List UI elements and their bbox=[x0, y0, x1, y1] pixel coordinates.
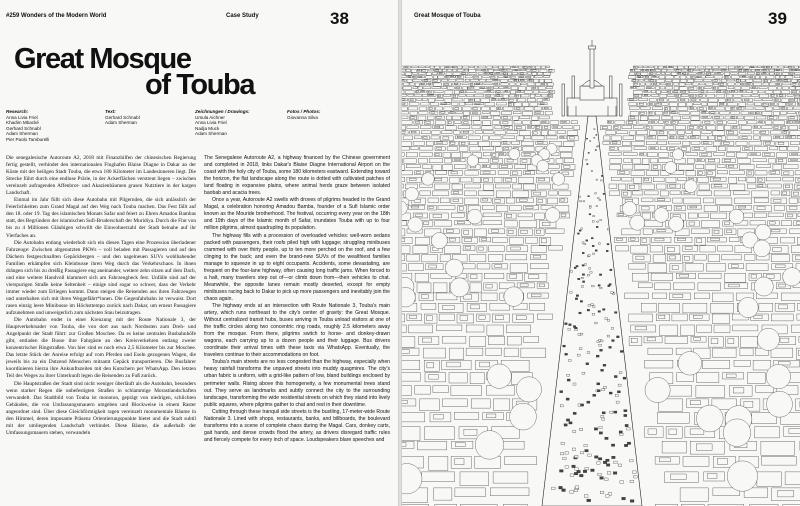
title-line-2: of Touba bbox=[145, 69, 255, 101]
credits-drawings bbox=[195, 109, 250, 137]
left-page bbox=[0, 0, 398, 506]
german-paragraph: Die senegalesische Autoroute A2, 2018 mit Finanzhilfen der chinesischen Regierung fertig gestellt, verbindet den internationalen Flughafen Blaise Diagne in Dakar an der Küste mit der heiligen Stadt Touba, die etwa 180 Kilometer im Landesinneren liegt. Die Strecke führt durch eine endlose Prärie, in der Ackerflächen verstreut liegen – zwischen vereinzelt aufragenden Affenbrot- und Akazienbäumen grasen Nutztiere in der kargen Landschaft. bbox=[6, 155, 196, 197]
english-paragraph: Once a year, Autoroute A2 swells with droves of pilgrims headed to the Grand Magal, a celebration honoring Amadou Bamba, founder of a Sufi Islamic order known as the Mouride brotherhood. The festival, occurring every year on the 18th and 19th days of the Islamic month of Safar, inundates Touba with up to four million pilgrims, almost quadrupling its population. bbox=[204, 197, 390, 232]
german-paragraph: Einmal im Jahr füllt sich diese Autobahn mit Pilgernden, die sich anlässlich der Feierlichkeiten zum Grand Magal auf den Weg nach Touba machen. Das Fest fällt auf den 18. oder 19. Tag des islamischen Monats Safar und feiert zu Ehren Amadou Bambas statt, des Begründers der islamischen Sufi-Bruderschaft der Muridiya. Durch die Flut von bis zu 4 Millionen Gläubigen schwillt die Einwohnerzahl der Stadt beinahe auf ihr Vierfaches an. bbox=[6, 197, 196, 239]
credit-name: Ursula Aichner bbox=[195, 114, 225, 120]
credit-role: Fotos / Photos: bbox=[287, 109, 321, 114]
credits-photos bbox=[287, 109, 320, 120]
english-paragraph: The highway fills with a procession of overloaded vehicles: well-worn sedans packed with passengers, their roofs piled high with luggage; struggling minibuses crammed with over thirty people, up to ten more perched on the roof, and a few clinging to the back; and even the brand-new SUVs of the wealthiest families manage to squeeze in up to eight occupants. Accidents, some devastating, are frequent on the four-lane highway, often causing long traffic jams. When forced to a halt, many travelers step out of—or climb down from—their vehicles to chat. Meanwhile, the opposite lanes remain mostly deserted, except for empty minibuses racing back to Dakar to pick up more passengers and inevitably join the chaos again. bbox=[204, 232, 390, 302]
city-aerial-illustration bbox=[402, 26, 800, 506]
credit-name: Adam Sherman bbox=[105, 120, 137, 126]
german-paragraph: Die Hauptstraßen der Stadt sind nicht weniger überläuft als die Autobahn, besonders wenn starker Regen die unbefestigten Straßen in schlammige Morastlandschaften verwandelt. Das Stadtbild von Touba ist monoton, geprägt von niedrigen, schlichten Gebäuden, die von Umfassungsmauern umgeben und Blockweise in einem Raster angeordnet sind. Über diese Gleichförmigkeit ragen vereinzelt monumentale Bäume in den Himmel, deren imposante Präsenz Orientierungspunkte bietet und die Stadt subtil mit der umliegenden Landschaft verbindet. Diese Bäume, die außerhalb der Umfassungsmauern stehen, verwandeln bbox=[6, 380, 196, 436]
credit-name: Khadim Mbacké bbox=[6, 120, 39, 126]
english-paragraph: Touba's main streets are no less congested than the highway, especially when heavy rainfall transforms the unpaved streets into muddy quagmires. The city's urban fabric is uniform, with a grid-like pattern of low, bland buildings enclosed by perimeter walls. Rising above this homogeneity, a few monumental trees stand out. They serve as landmarks and subtly connect the city to the surrounding landscape, transforming the wide residential streets on which they stand into lively public squares, where pilgrims gather to chat and rest in their downtime. bbox=[204, 359, 390, 408]
english-paragraph: The highway ends at an intersection with Route Nationale 3, Touba's main artery, which runs northeast to the city's center of gravity: the Great Mosque. Without centralized transit hubs, buses arriving in Touba unload visitors at one of the traffic circles along two concentric ring roads, roughly 2.5 kilometers away from the mosque. From there, pilgrims switch to horse- and donkey-drawn wagons, each carrying up to a dozen people and their luggage. Bus drivers coordinate their arrival times with these taxis via WhatsApp. Eventually, the travelers continue to their accommodations on foot. bbox=[204, 302, 390, 359]
credit-name: Gerhard Schnabl bbox=[105, 114, 140, 120]
article-header: Great Mosque of Touba bbox=[414, 13, 481, 19]
german-paragraph: Die Autobahn endet in einer Kreuzung mit der Route Nationale 3, der Hauptverkehrsader von Touba, die von dort aus nach Nordosten zum Dreh- und Angelpunkt der Stadt führt: zur Großen Moschee. Da es keine zentralen Busbahnhöfe gibt, entladen die Busse ihre Fahrgäste an den Kreisverkehren entlang zweier konzentrischer Ringstraßen. Von hier sind es noch etwa 2,5 Kilometer bis zur Moschee. Das letzte Stück der Anreise erfolgt auf vom Pferden und Eseln gezogenen Wagen, die jeweils bis zu ein Dutzend Menschen mitsamt Gepäck transportieren. Die Busfahrer koordinieren hierzu ihre Ankunftszeiten mit den Kutschern per WhatsApp. Den letzten Teil des Weges zu ihrer Unterkunft legen die Reisenden zu Fuß zurück. bbox=[6, 317, 196, 380]
credit-name: Nadja Muck bbox=[195, 125, 220, 131]
german-paragraph: Die Autobahn entlang wiederholt sich ein diesen Tagen eine Prozession überladener Fahrzeuge: Zwischen altgenutzten PKWs – voll beladen mit Passagieren und auf den Dächern festgeschnallten Gepäckbergen – und den nagelneuen SUVs wohlhabender Familien erkämpfen sich Kleinbusse ihren Weg durch das Verkehrschaos. In ihnen drängen sich bis zu dreißig Passagiere eng aneinander, weitere zehn sitzen auf dem Dach, und eine weitere Handvoll klammert sich am Fahrzeugheck fest. Unfälle sind auf der vierspurigen Straße keine Seltenheit – einige sind sogar so schwer, dass der Verkehr immer wieder zum Erliegen kommt. Dann steigen die Reisenden aus ihren Fahrzeugen und unterhalten sich mit ihren Weggefährt*innen. Die Gegenfahrbahn ist verwaist. Dort rasen einzig leere Minibusse im Höchsttempo zurück nach Dakar, um erneut Passagiere aufzunehmen und unweigerlich zum nächsten Stau beizutragen. bbox=[6, 239, 196, 317]
english-paragraph: The Senegalese Autoroute A2, a highway financed by the Chinese government and completed in 2018, links Dakar's Blaise Diagne International Airport on the coast with the holy city of Touba, some 180 kilometers eastward. Extending toward the horizon, the flat landscape along the route is dotted with cultivated patches of land floating in expansive plains, where animal herds graze between isolated baobab and acacia trees. bbox=[204, 155, 390, 197]
section-header: Case Study bbox=[226, 13, 259, 19]
right-page bbox=[402, 0, 800, 506]
credit-role: Zeichnungen / Drawings: bbox=[195, 109, 250, 114]
credit-name: Adam Sherman bbox=[195, 131, 227, 137]
credit-role: Research: bbox=[6, 109, 29, 114]
credit-name: Giovanna Silva bbox=[287, 114, 318, 120]
title-line-1: Great Mosque bbox=[14, 43, 191, 75]
german-text-column bbox=[6, 155, 196, 500]
credit-role: Text: bbox=[105, 109, 116, 114]
credit-name: Pier Paolo Tamburelli bbox=[6, 136, 50, 142]
page-number-right: 39 bbox=[768, 9, 787, 28]
english-paragraph: Cutting through these tranquil side streets is the bustling, 17-meter-wide Route Nationale 3. Lined with shops, restaurants, banks, and billboards, the boulevard transforms into a scene of complete chaos during the Magal. Cars, donkey carts, gait hands, and dense crowds flood the artery, as drivers disregard traffic rules and fiercely compete for every inch of space. Loudspeakers blare speeches and bbox=[204, 408, 390, 443]
great-mosque-icon bbox=[562, 40, 622, 116]
credit-name: Gerhard Schnabl bbox=[6, 125, 41, 131]
credit-name: Anna Livia Friel bbox=[195, 120, 227, 126]
english-text-column bbox=[204, 155, 390, 500]
page-number-left: 38 bbox=[330, 9, 349, 28]
issue-header: #259 Wonders of the Modern World bbox=[6, 13, 107, 19]
credits-research bbox=[6, 109, 49, 143]
article-title bbox=[14, 43, 324, 101]
credit-name: Anna Livia Friel bbox=[6, 114, 38, 120]
credit-name: Adam Sherman bbox=[6, 131, 38, 137]
credits-text bbox=[105, 109, 140, 126]
